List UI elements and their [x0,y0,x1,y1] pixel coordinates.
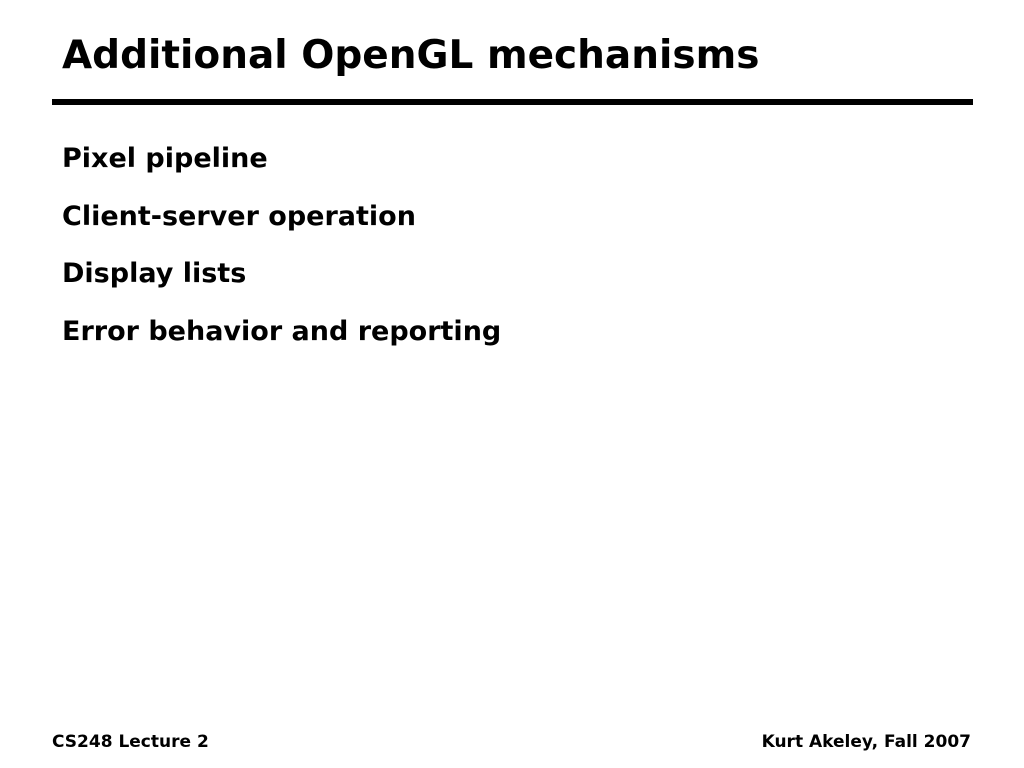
bullet-item: Error behavior and reporting [62,315,502,347]
slide-title: Additional OpenGL mechanisms [62,33,760,78]
title-divider [52,99,973,105]
bullet-item: Client-server operation [62,200,416,232]
bullet-list [62,140,501,370]
footer-author: Kurt Akeley, Fall 2007 [761,732,971,752]
footer-course: CS248 Lecture 2 [52,732,209,752]
bullet-item: Display lists [62,258,247,289]
bullet-item: Pixel pipeline [62,143,268,174]
